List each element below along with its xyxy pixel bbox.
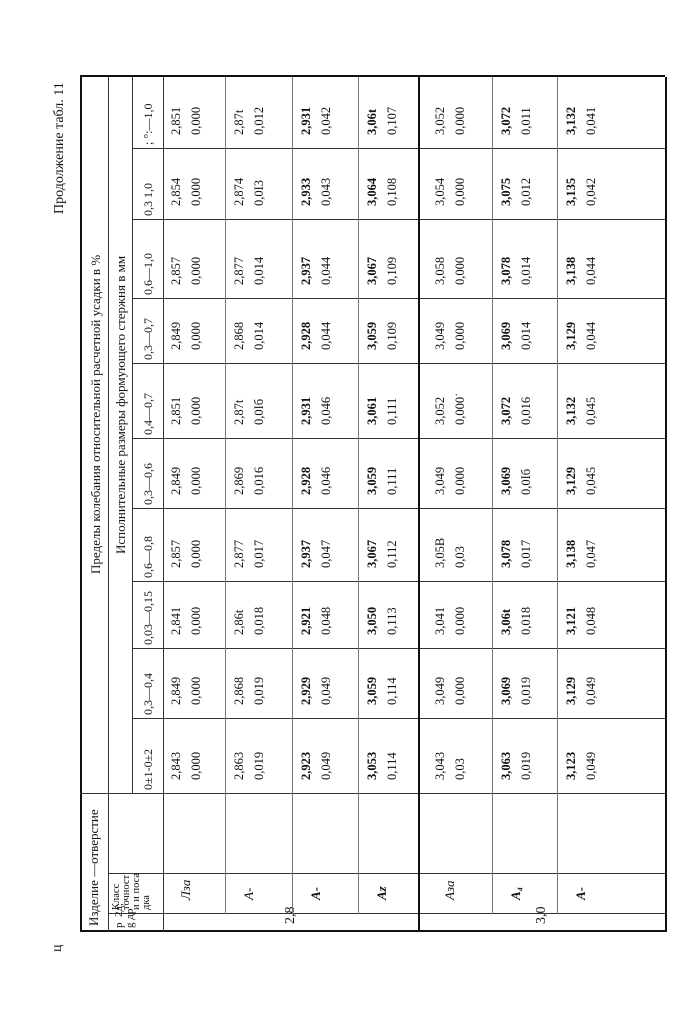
value-b-0-1-6: 0,014	[252, 321, 266, 350]
col-head-6: 0,3—0,7	[141, 318, 155, 360]
value-b-0-0-0: 0,000	[189, 751, 203, 780]
value-a-0-0-9: 2,851	[169, 106, 183, 135]
col-line-2	[132, 648, 665, 649]
value-a-0-0-6: 2,849	[169, 321, 183, 350]
value-a-0-3-2: 3,050	[365, 606, 379, 635]
value-b-1-1-6: 0,014	[519, 321, 533, 350]
value-b-1-0-2: 0,000	[453, 606, 467, 635]
value-b-1-2-9: 0,041	[584, 106, 598, 135]
value-b-0-0-7: 0,000	[189, 256, 203, 285]
col-head-0: 0±1-0±2	[141, 748, 155, 790]
value-a-0-2-2: 2,921	[299, 606, 313, 635]
value-b-0-3-0: 0,114	[385, 752, 399, 780]
value-b-1-1-0: 0,019	[519, 751, 533, 780]
value-b-1-2-4: 0,045	[584, 466, 598, 495]
value-a-1-1-9: 3,072	[499, 106, 513, 135]
value-b-1-2-1: 0,049	[584, 676, 598, 705]
value-a-1-0-9: 3,052	[433, 106, 447, 135]
row-class-0-3: Аz	[374, 886, 389, 900]
value-a-0-2-7: 2,937	[299, 256, 313, 285]
value-b-1-2-5: 0,045	[584, 396, 598, 425]
col-head-5: 0,4—0,7	[141, 393, 155, 435]
value-b-0-1-3: 0,017	[252, 539, 266, 568]
row-class-1-1: А₄	[508, 886, 523, 900]
value-a-1-1-6: 3,069	[499, 321, 513, 350]
row-line-1-1	[492, 77, 493, 914]
col-head-1: 0,3—0,4	[141, 673, 155, 715]
value-b-0-0-4: 0,000	[189, 466, 203, 495]
value-b-0-0-8: 0,000	[189, 177, 203, 206]
row-class-1-0: Азa	[442, 880, 457, 900]
value-b-0-2-4: 0,046	[319, 466, 333, 495]
value-b-0-3-5: 0,111	[385, 397, 399, 425]
col-r-line	[108, 913, 665, 914]
frame-right	[80, 75, 665, 77]
value-b-0-3-3: 0,112	[385, 540, 399, 568]
value-b-0-0-5: 0,000	[189, 396, 203, 425]
col-head-8: 0,3 1,0	[141, 183, 155, 216]
value-b-1-0-9: 0,000	[453, 106, 467, 135]
value-a-0-1-0: 2,863	[232, 751, 246, 780]
value-a-0-2-3: 2,937	[299, 539, 313, 568]
value-a-1-2-8: 3,135	[564, 177, 578, 206]
col-line-4	[132, 508, 665, 509]
value-b-0-1-2: 0,018	[252, 606, 266, 635]
value-a-1-0-8: 3,054	[433, 177, 447, 206]
value-a-0-1-3: 2,877	[232, 539, 246, 568]
value-a-1-1-2: 3,06t	[499, 608, 513, 635]
header-product-hole: Изделие —отверстие	[86, 809, 101, 926]
value-b-0-1-7: 0,014	[252, 256, 266, 285]
col-head-4: 0,3—0,6	[141, 463, 155, 505]
value-b-1-1-1: 0,019	[519, 676, 533, 705]
page-mark: ц	[50, 944, 65, 952]
header-line-sub	[132, 77, 133, 794]
value-b-1-2-6: 0,044	[584, 321, 598, 350]
value-a-1-0-3: 3,05В	[433, 537, 447, 568]
value-b-1-0-8: 0,000	[453, 177, 467, 206]
value-a-1-0-7: 3,058	[433, 256, 447, 285]
value-a-0-2-8: 2,933	[299, 177, 313, 206]
value-a-0-3-0: 3,053	[365, 751, 379, 780]
value-b-1-2-3: 0,047	[584, 539, 598, 568]
value-b-1-1-4: 0,0Іб	[519, 468, 533, 495]
value-b-0-3-9: 0,107	[385, 106, 399, 135]
value-b-0-1-0: 0,019	[252, 751, 266, 780]
value-a-0-0-5: 2,851	[169, 396, 183, 425]
value-a-0-0-0: 2,843	[169, 751, 183, 780]
value-a-0-0-2: 2,841	[169, 606, 183, 635]
value-b-1-1-3: 0,017	[519, 539, 533, 568]
value-b-0-2-1: 0,049	[319, 676, 333, 705]
group-r-0: 2,8	[282, 906, 298, 924]
value-b-1-0-0: 0,03	[453, 758, 467, 780]
value-a-0-3-1: 3,059	[365, 676, 379, 705]
value-b-1-2-7: 0,044	[584, 256, 598, 285]
value-a-1-2-7: 3,138	[564, 256, 578, 285]
value-b-0-3-7: 0,109	[385, 256, 399, 285]
row-line-1-2	[557, 77, 558, 914]
header-r: р 2д, g др	[113, 903, 136, 928]
value-b-0-2-2: 0,048	[319, 606, 333, 635]
value-a-0-1-9: 2,87t	[232, 109, 246, 135]
value-a-1-2-9: 3,132	[564, 106, 578, 135]
value-a-0-3-7: 3,067	[365, 256, 379, 285]
value-b-1-1-2: 0,018	[519, 606, 533, 635]
group-divider	[418, 77, 420, 932]
row-class-0-1: А-	[241, 887, 256, 900]
value-b-1-0-3: 0,03	[453, 546, 467, 568]
row-line-0-2	[292, 77, 293, 914]
value-b-0-1-9: 0,012	[252, 106, 266, 135]
continuation-label: Продолжение табл. 11	[52, 82, 67, 214]
value-b-0-0-1: 0,000	[189, 676, 203, 705]
value-a-1-1-4: 3,069	[499, 466, 513, 495]
value-a-1-1-1: 3,069	[499, 676, 513, 705]
value-b-0-0-9: 0,000	[189, 106, 203, 135]
value-b-0-3-1: 0,114	[385, 677, 399, 705]
value-a-0-2-5: 2,931	[299, 396, 313, 425]
frame-bottom	[665, 77, 667, 932]
value-b-0-1-8: 0,0І3	[252, 179, 266, 206]
header-line-bottom	[163, 77, 164, 932]
value-b-1-0-7: 0,000	[453, 256, 467, 285]
value-a-1-2-0: 3,123	[564, 751, 578, 780]
col-line-5	[132, 438, 665, 439]
header-main: Пределы колебания относительной расчетной усадки в %	[88, 254, 103, 574]
col-line-6	[132, 363, 665, 364]
value-b-0-2-8: 0,043	[319, 177, 333, 206]
value-b-0-2-5: 0,046	[319, 396, 333, 425]
col-head-3: 0,6—0,8	[141, 536, 155, 578]
value-b-1-2-2: 0,048	[584, 606, 598, 635]
col-head-7: 0,6—1,0	[141, 253, 155, 295]
value-b-1-0-5: 0,000˙	[453, 392, 467, 425]
value-a-1-2-3: 3,138	[564, 539, 578, 568]
value-b-0-3-4: 0,111	[385, 467, 399, 495]
value-b-0-3-8: 0,108	[385, 177, 399, 206]
col-line-7	[132, 298, 665, 299]
header-sub: Исполнительные размеры формующего стержня в мм	[113, 255, 128, 554]
value-b-0-1-5: 0,0Іб	[252, 398, 266, 425]
value-a-0-2-1: 2,929	[299, 676, 313, 705]
value-b-0-0-2: 0,000	[189, 606, 203, 635]
value-a-1-2-5: 3,132	[564, 396, 578, 425]
value-a-1-0-2: 3,041	[433, 606, 447, 635]
value-b-0-2-9: 0,042	[319, 106, 333, 135]
value-b-1-2-8: 0,042	[584, 177, 598, 206]
col-class-line	[108, 873, 665, 874]
group-r-1: 3,0	[533, 906, 549, 924]
value-a-0-2-6: 2,928	[299, 321, 313, 350]
value-a-0-1-5: 2,87t	[232, 399, 246, 425]
value-a-0-3-4: 3,059	[365, 466, 379, 495]
row-class-1-2: А-	[573, 887, 588, 900]
value-b-1-1-9: 0,011	[519, 107, 533, 135]
value-a-0-1-6: 2,868	[232, 321, 246, 350]
value-a-0-0-7: 2,857	[169, 256, 183, 285]
row-line-0-3	[358, 77, 359, 914]
value-b-0-2-6: 0,044	[319, 321, 333, 350]
value-a-1-0-5: 3,052	[433, 396, 447, 425]
value-b-1-2-0: 0,049	[584, 751, 598, 780]
value-a-0-3-5: 3,061	[365, 396, 379, 425]
value-a-1-0-0: 3,043	[433, 751, 447, 780]
value-a-1-1-7: 3,078	[499, 256, 513, 285]
frame-left	[80, 930, 665, 932]
value-b-0-0-6: 0,000	[189, 321, 203, 350]
col-head-2: 0,03—0,15	[141, 591, 155, 645]
value-a-1-2-2: 3,121	[564, 606, 578, 635]
col-line-8	[132, 219, 665, 220]
header-class: Класс точност и и поса дка	[111, 872, 152, 910]
value-a-0-1-4: 2,869	[232, 466, 246, 495]
value-a-1-1-3: 3,078	[499, 539, 513, 568]
value-a-1-2-6: 3,129	[564, 321, 578, 350]
value-b-0-1-4: 0,016	[252, 466, 266, 495]
value-a-0-3-9: 3,06t	[365, 108, 379, 135]
value-a-1-0-1: 3,049	[433, 676, 447, 705]
value-a-0-1-7: 2,877	[232, 256, 246, 285]
header-line-main	[108, 77, 109, 794]
header-line-1	[108, 794, 109, 932]
value-a-1-0-4: 3,049	[433, 466, 447, 495]
value-b-1-0-6: 0,000	[453, 321, 467, 350]
value-b-1-0-1: 0,000	[453, 676, 467, 705]
value-a-1-1-5: 3,072	[499, 396, 513, 425]
value-b-0-0-3: 0,000	[189, 539, 203, 568]
value-b-0-3-2: 0,113	[385, 607, 399, 635]
header-split	[80, 793, 665, 794]
value-b-0-3-6: 0,109	[385, 321, 399, 350]
value-b-1-1-5: 0,016	[519, 396, 533, 425]
value-a-0-1-2: 2,86t	[232, 609, 246, 635]
value-a-0-3-3: 3,067	[365, 539, 379, 568]
row-class-0-2: А-	[308, 887, 323, 900]
value-a-0-0-4: 2,849	[169, 466, 183, 495]
frame-top	[80, 77, 82, 932]
value-a-1-0-6: 3,049	[433, 321, 447, 350]
value-a-0-2-0: 2,923	[299, 751, 313, 780]
col-line-3	[132, 581, 665, 582]
col-line-1	[132, 718, 665, 719]
value-b-0-2-3: 0,047	[319, 539, 333, 568]
value-b-1-1-8: 0,012	[519, 177, 533, 206]
row-class-0-0: Лза	[178, 879, 193, 900]
value-a-1-2-4: 3,129	[564, 466, 578, 495]
value-a-0-3-6: 3,059	[365, 321, 379, 350]
value-a-0-2-4: 2,928	[299, 466, 313, 495]
row-line-0-1	[225, 77, 226, 914]
value-b-1-0-4: 0,000	[453, 466, 467, 495]
value-a-0-0-1: 2,849	[169, 676, 183, 705]
value-a-1-1-8: 3,075	[499, 177, 513, 206]
value-b-0-1-1: 0,019	[252, 676, 266, 705]
value-a-0-1-1: 2,868	[232, 676, 246, 705]
value-a-0-3-8: 3,064	[365, 177, 379, 206]
value-b-0-2-0: 0,049	[319, 751, 333, 780]
value-a-1-2-1: 3,129	[564, 676, 578, 705]
value-a-0-0-3: 2,857	[169, 539, 183, 568]
value-b-1-1-7: 0,014	[519, 256, 533, 285]
col-line-9	[132, 148, 665, 149]
value-a-0-0-8: 2,854	[169, 177, 183, 206]
col-head-9: ; °:—1,0	[141, 103, 155, 145]
value-a-0-1-8: 2,874	[232, 177, 246, 206]
value-b-0-2-7: 0,044	[319, 256, 333, 285]
value-a-1-1-0: 3,063	[499, 751, 513, 780]
value-a-0-2-9: 2,931	[299, 106, 313, 135]
